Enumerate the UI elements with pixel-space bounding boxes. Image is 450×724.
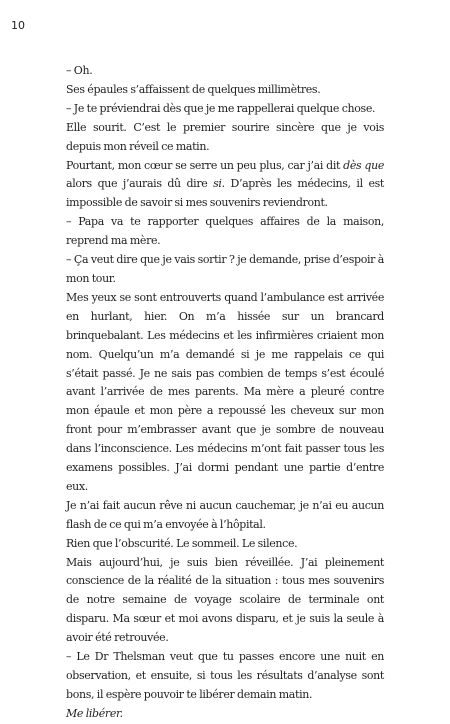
paragraph-9: Je n’ai fait aucun rêve ni aucun cauchemar, je n’ai eu aucun flash de ce qui m’a envoyée à l’hôpital.	[66, 498, 384, 531]
paragraph-7: – Ça veut dire que je vais sortir ? je demande, prise d’espoir à mon tour.	[66, 253, 384, 285]
paragraph-5-text-c: . D’après les médecins, il est impossible de savoir si mes souvenirs reviendront.	[66, 177, 384, 210]
paragraph-5-text-a: Pourtant, mon cœur se serre un peu plus, car j’ai dit	[66, 158, 344, 172]
paragraph-10: Rien que l’obscurité. Le sommeil. Le silence.	[66, 536, 298, 550]
paragraph-12: – Le Dr Thelsman veut que tu passes encore une nuit en observation, et ensuite, si tous les résultats d’analyse sont bons, il espère pouvoir te libérer demain matin.	[66, 650, 384, 701]
paragraph-2: Ses épaules s’affaissent de quelques millimètres.	[66, 82, 321, 96]
paragraph-5-emphasis-1: dès que	[343, 158, 384, 172]
paragraph-13-emphasis: Me libérer.	[66, 706, 123, 720]
paragraph-5-text-b: alors que j’aurais dû dire	[66, 177, 214, 191]
body-text	[66, 62, 384, 724]
paragraph-3: – Je te préviendrai dès que je me rappellerai quelque chose.	[66, 101, 376, 115]
paragraph-1: – Oh.	[66, 64, 93, 77]
paragraph-6: – Papa va te rapporter quelques affaires de la maison, reprend ma mère.	[66, 215, 384, 248]
paragraph-4: Elle sourit. C’est le premier sourire sincère que je vois depuis mon réveil ce matin.	[66, 120, 384, 153]
paragraph-5-emphasis-2: si	[213, 177, 222, 191]
page-number: 10	[11, 19, 25, 32]
paragraph-13	[66, 705, 384, 724]
paragraph-11: Mais aujourd’hui, je suis bien réveillée. J’ai pleinement conscience de la réalité de la situation : tous mes souvenirs de notre semaine de voyage scolaire de terminale ont disparu. Ma sœur et moi avons disparu, et je suis la seule à avoir été retrouvée.	[66, 555, 384, 645]
paragraph-8: Mes yeux se sont entrouverts quand l’ambulance est arrivée en hurlant, hier. On m’a hissée sur un brancard brinquebalant. Les médecins et les infirmières criaient mon nom. Quelqu’un m’a demandé si je me rappelais ce qui s’était passé. Je ne sais pas combien de temps s’est écoulé avant l’arrivée de mes parents. Ma mère a pleuré contre mon épaule et mon père a repoussé les cheveux sur mon front pour m’embrasser avant que je sombre de nouveau dans l’inconscience. Les médecins m’ont fait passer tous les examens possibles. J’ai dormi pendant une partie d’entre eux.	[66, 290, 384, 493]
paragraph-5	[66, 157, 384, 214]
